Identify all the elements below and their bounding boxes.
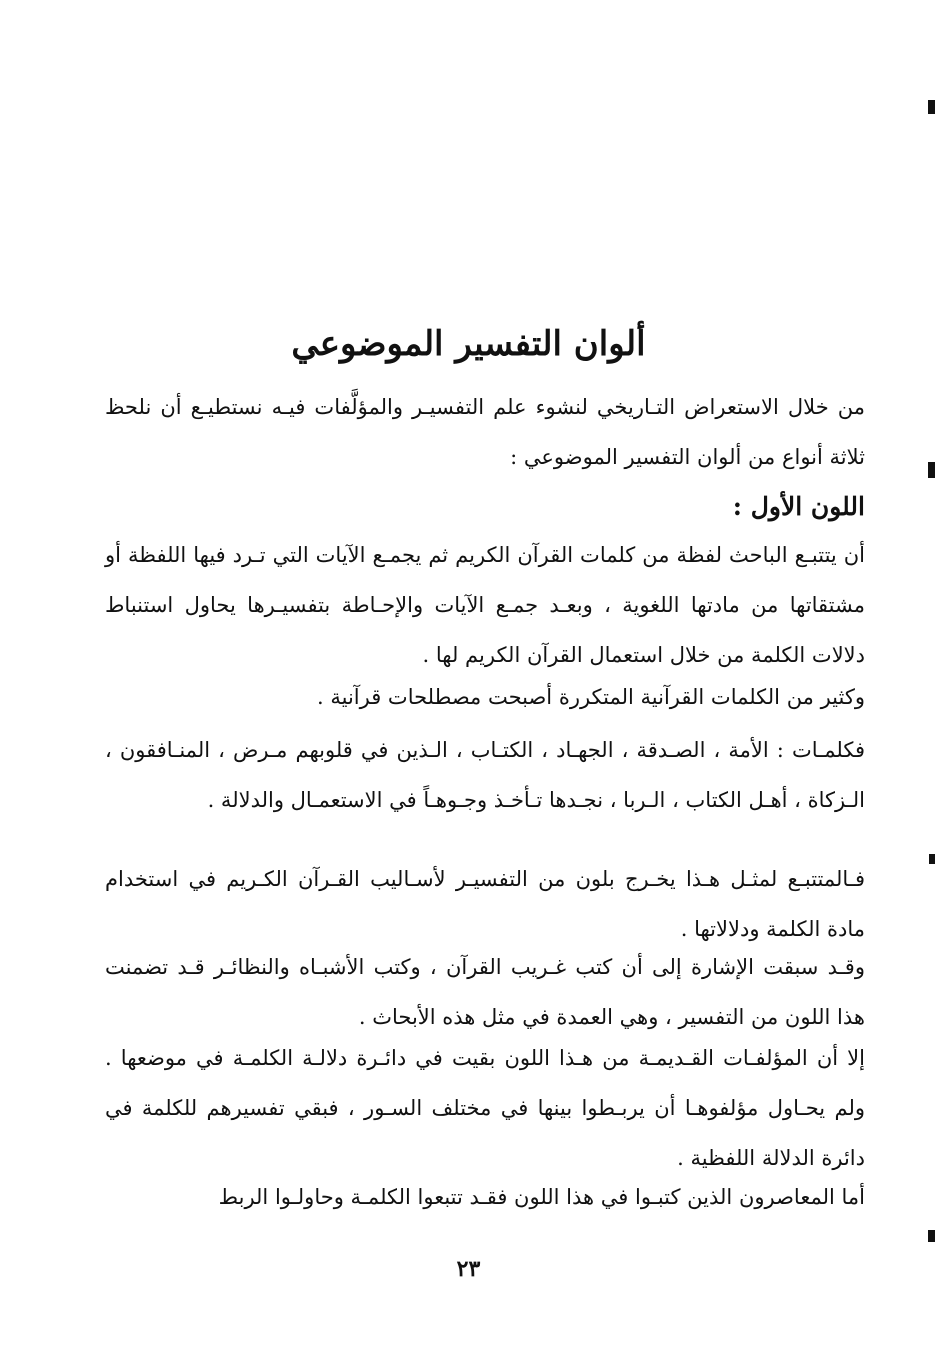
paragraph: فـالمتتبـع لمثـل هـذا يخـرج بلون من التفسيـر لأسـاليب القـرآن الكـريم في استخدام مادة الكلمة ودلالاتها . (105, 867, 865, 941)
page-title: ألوان التفسير الموضوعي (291, 324, 646, 364)
paragraph: إلا أن المؤلفـات القـديمـة من هـذا اللون بقيت في دائـرة دلالـة الكلمـة في موضعها . ولم يحـاول مؤلفوهـا أن يربـطوا بينها في مختلف السـور ، فبقي تفسيرهم للكلمة في دائرة الدلالة اللفظية . (105, 1046, 865, 1170)
intro-paragraph: من خلال الاستعراض التـاريخي لنشوء علم التفسيـر والمؤلَّفات فيـه نستطيـع أن نلحظ ثلاثة أنواع من ألوان التفسير الموضوعي : (105, 395, 865, 469)
paragraph: أن يتتبـع الباحث لفظة من كلمات القرآن الكريم ثم يجمـع الآيات التي تـرد فيها اللفظة أو مشتقاتها من مادتها اللغوية ، وبعـد جمـع الآيات والإحـاطة بتفسيـرها يحاول استنباط دلالات الكلمة من خلال استعمال القرآن الكريم لها . (105, 543, 865, 667)
margin-mark (928, 100, 935, 114)
paragraph: وقـد سبقت الإشارة إلى أن كتب غـريب القرآن ، وكتب الأشبـاه والنظائـر قـد تضمنت هذا اللون من التفسير ، وهي العمدة في مثل هذه الأبحاث . (105, 955, 865, 1029)
paragraph: فكلمـات : الأمة ، الصـدقة ، الجهـاد ، الكتـاب ، الـذين في قلوبهم مـرض ، المنـافقون ، الـزكاة ، أهـل الكتاب ، الـربا ، نجـدها تـأخـذ وجـوهـاً في الاستعمـال والدلالة . (105, 738, 865, 812)
paragraph: أما المعاصرون الذين كتبـوا في هذا اللون فقـد تتبعوا الكلمـة وحاولـوا الربط (218, 1185, 865, 1209)
margin-mark (928, 1230, 935, 1242)
paragraph: وكثير من الكلمات القرآنية المتكررة أصبحت مصطلحات قرآنية . (317, 685, 865, 709)
page-number: ٢٣ (456, 1256, 481, 1282)
margin-mark (929, 854, 935, 864)
margin-mark (928, 462, 935, 478)
section-heading: اللون الأول : (732, 492, 865, 521)
